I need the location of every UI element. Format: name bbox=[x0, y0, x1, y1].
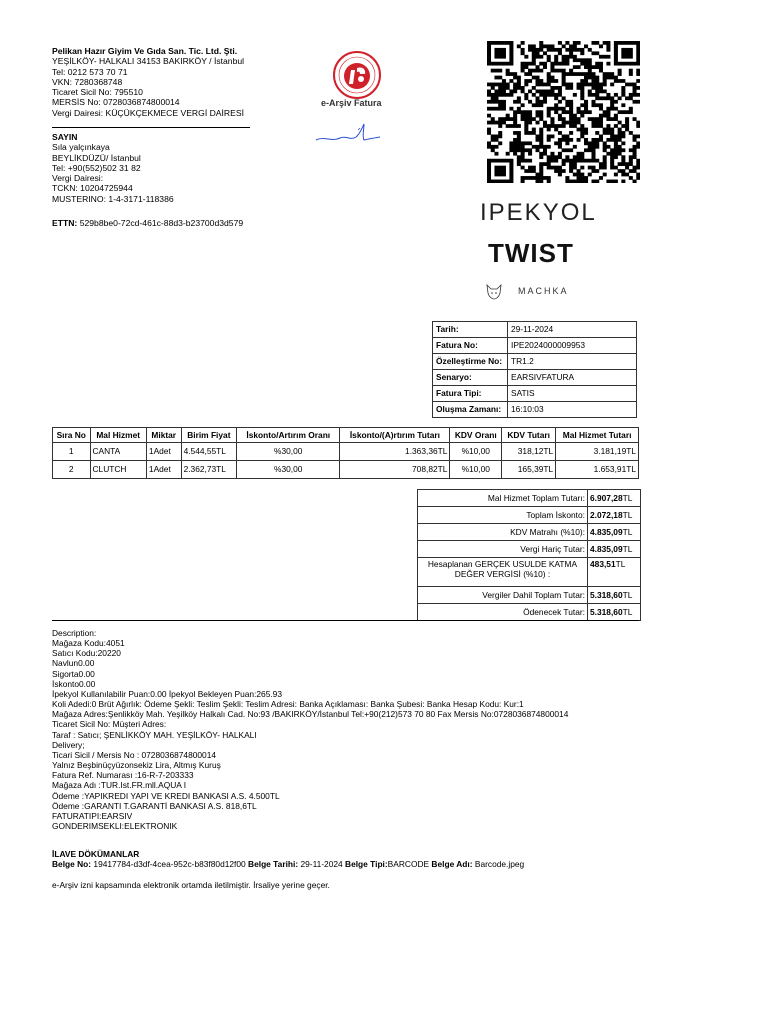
totals-table bbox=[417, 489, 641, 621]
table-cell: 1 bbox=[53, 443, 91, 461]
totals-key: Vergi Hariç Tutar: bbox=[418, 541, 588, 558]
belge-tipi: BARCODE bbox=[387, 859, 430, 870]
description-line: İpekyol Kullanılabilir Puan:0.00 İpekyol Bekleyen Puan:265.93 bbox=[52, 688, 283, 699]
description-line: Mağaza Adres:Şenlikköy Mah. Yeşilköy Halkalı Cad. No:93 /BAKIRKÖY/İstanbul Tel:+90(212)573 70 80 Fax Mersis No:0728036874800014 bbox=[52, 709, 569, 720]
table-cell: CANTA bbox=[90, 443, 146, 461]
buyer-name: Sıla yalçınkaya bbox=[52, 142, 110, 153]
description-line: İskonto0.00 bbox=[52, 678, 96, 689]
ettn bbox=[52, 218, 243, 228]
info-row bbox=[433, 322, 637, 338]
table-cell: %10,00 bbox=[450, 461, 502, 479]
description-line: Description: bbox=[52, 628, 97, 638]
totals-key: Toplam İskonto: bbox=[418, 507, 588, 524]
description-line: GONDERIMSEKLI:ELEKTRONIK bbox=[52, 820, 178, 831]
attachment-row bbox=[52, 859, 524, 869]
info-key: Senaryo: bbox=[433, 370, 508, 386]
info-value: 29-11-2024 bbox=[508, 322, 637, 338]
divider bbox=[52, 127, 250, 128]
column-header: Miktar bbox=[146, 428, 181, 443]
table-cell: 1.363,36TL bbox=[340, 443, 450, 461]
info-row bbox=[433, 386, 637, 402]
info-row bbox=[433, 338, 637, 354]
column-header: Mal Hizmet bbox=[90, 428, 146, 443]
totals-unit: TL bbox=[622, 526, 633, 537]
seller-block bbox=[52, 46, 252, 118]
totals-row bbox=[418, 604, 641, 621]
totals-row bbox=[418, 541, 641, 558]
description-line: Yalnız Beşbinüçyüzonsekiz Lira, Altmış Kuruş bbox=[52, 760, 221, 771]
buyer-city: BEYLİKDÜZÜ/ İstanbul bbox=[52, 152, 141, 163]
table-cell: %30,00 bbox=[237, 461, 340, 479]
totals-key: Mal Hizmet Toplam Tutarı: bbox=[418, 490, 588, 507]
totals-row bbox=[418, 587, 641, 604]
table-cell: 1.653,91TL bbox=[556, 461, 639, 479]
table-cell: %10,00 bbox=[450, 443, 502, 461]
buyer-heading: SAYIN bbox=[52, 132, 78, 142]
seller-tel: Tel: 0212 573 70 71 bbox=[52, 66, 128, 77]
seller-vkn: VKN: 7280368748 bbox=[52, 76, 123, 87]
info-key: Oluşma Zamanı: bbox=[433, 402, 508, 418]
buyer-vergi-dairesi: Vergi Dairesi: bbox=[52, 173, 104, 184]
totals-value bbox=[588, 524, 641, 541]
seller-address: YEŞİLKÖY- HALKALI 34153 BAKIRKÖY / İstanbul bbox=[52, 56, 245, 67]
gib-logo-icon bbox=[332, 50, 382, 100]
brand-machka-text: MACHKA bbox=[518, 286, 569, 296]
column-header: İskonto/(A)rtırım Tutarı bbox=[340, 428, 450, 443]
description-line: Koli Adedi:0 Brüt Ağırlık: Ödeme Şekli: Teslim Şekli: Teslim Adresi: Banka Açıklaması: Banka Şubesi: Banka Hesap Kodu: Kur:1 bbox=[52, 699, 524, 710]
seller-vergi-dairesi: Vergi Dairesi: KÜÇÜKÇEKMECE VERGİ DAİRESİ bbox=[52, 107, 244, 118]
belge-no: 19417784-d3df-4cea-952c-b83f80d12f00 bbox=[93, 859, 246, 870]
totals-key: Vergiler Dahil Toplam Tutar: bbox=[418, 587, 588, 604]
totals-unit: TL bbox=[622, 606, 633, 617]
table-cell: CLUTCH bbox=[90, 461, 146, 479]
totals-row bbox=[418, 558, 641, 587]
totals-amount: 6.907,28 bbox=[590, 492, 623, 503]
info-key: Tarih: bbox=[433, 322, 508, 338]
column-header: İskonto/Artırım Oranı bbox=[237, 428, 340, 443]
table-cell: 1Adet bbox=[146, 461, 181, 479]
info-key: Fatura Tipi: bbox=[433, 386, 508, 402]
cat-icon bbox=[484, 281, 504, 301]
table-cell: 708,82TL bbox=[340, 461, 450, 479]
info-value: EARSIVFATURA bbox=[508, 370, 637, 386]
totals-amount: 2.072,18 bbox=[590, 509, 623, 520]
totals-unit: TL bbox=[622, 589, 633, 600]
description-line: Ödeme :YAPIKREDI YAPI VE KREDI BANKASI A.S. 4.500TL bbox=[52, 790, 280, 801]
brand-ipekyol: IPEKYOL bbox=[480, 199, 597, 226]
description-line: Delivery; bbox=[52, 739, 85, 750]
description-line: Taraf : Satıcı; ŞENLİKKÖY MAH. YEŞİLKÖY- HALKALI bbox=[52, 729, 257, 740]
buyer-block bbox=[52, 132, 174, 204]
brand-twist: TWIST bbox=[488, 238, 574, 268]
info-row bbox=[433, 354, 637, 370]
description-line: Satıcı Kodu:20220 bbox=[52, 648, 121, 659]
buyer-tckn: TCKN: 10204725944 bbox=[52, 183, 133, 194]
info-value: IPE2024000009953 bbox=[508, 338, 637, 354]
totals-row bbox=[418, 524, 641, 541]
table-row bbox=[53, 461, 639, 479]
totals-amount: 5.318,60 bbox=[590, 589, 623, 600]
totals-unit: TL bbox=[622, 543, 633, 554]
totals-amount: 4.835,09 bbox=[590, 526, 623, 537]
buyer-musterino: MUSTERINO: 1-4-3171-118386 bbox=[52, 193, 174, 204]
belge-tipi-label: Belge Tipi: bbox=[345, 859, 388, 870]
belge-tarihi: 29-11-2024 bbox=[300, 859, 343, 870]
seller-mersis: MERSİS No: 0728036874800014 bbox=[52, 97, 180, 108]
brand-machka bbox=[484, 281, 594, 301]
description-line: Sigorta0.00 bbox=[52, 668, 95, 679]
info-row bbox=[433, 370, 637, 386]
signature-icon bbox=[314, 122, 384, 151]
info-row bbox=[433, 402, 637, 418]
info-value: 16:10:03 bbox=[508, 402, 637, 418]
info-value: SATIS bbox=[508, 386, 637, 402]
items-table bbox=[52, 427, 639, 479]
totals-unit: TL bbox=[615, 559, 626, 569]
column-header: Sıra No bbox=[53, 428, 91, 443]
totals-key: Hesaplanan GERÇEK USULDE KATMA DEĞER VERGİSİ (%10) : bbox=[418, 558, 588, 587]
description-line: Mağaza Adı :TUR.Ist.FR.mll.AQUA I bbox=[52, 780, 187, 791]
table-cell: 1Adet bbox=[146, 443, 181, 461]
table-cell: %30,00 bbox=[237, 443, 340, 461]
info-value: TR1.2 bbox=[508, 354, 637, 370]
totals-value bbox=[588, 587, 641, 604]
attachments-heading: İLAVE DÖKÜMANLAR bbox=[52, 849, 140, 859]
seller-ticaret-sicil: Ticaret Sicil No: 795510 bbox=[52, 87, 143, 98]
table-cell: 2 bbox=[53, 461, 91, 479]
table-cell: 318,12TL bbox=[502, 443, 556, 461]
totals-unit: TL bbox=[622, 492, 633, 503]
earsiv-label: e-Arşiv Fatura bbox=[321, 98, 382, 108]
column-header: KDV Oranı bbox=[450, 428, 502, 443]
totals-value bbox=[588, 541, 641, 558]
description-line: Ticaret Sicil No: Müşteri Adres: bbox=[52, 719, 167, 730]
belge-adi-label: Belge Adı: bbox=[431, 859, 473, 870]
description-line: Ticari Sicil / Mersis No : 0728036874800014 bbox=[52, 749, 217, 760]
invoice-info-table bbox=[432, 321, 637, 418]
divider bbox=[52, 620, 639, 621]
totals-amount: 5.318,60 bbox=[590, 606, 623, 617]
totals-value bbox=[588, 507, 641, 524]
totals-amount: 4.835,09 bbox=[590, 543, 623, 554]
table-cell: 165,39TL bbox=[502, 461, 556, 479]
totals-value bbox=[588, 558, 641, 587]
buyer-tel: Tel: +90(552)502 31 82 bbox=[52, 162, 141, 173]
ettn-value: 529b8be0-72cd-461c-88d3-b23700d3d579 bbox=[79, 218, 244, 228]
totals-amount: 483,51 bbox=[590, 559, 616, 569]
belge-tarihi-label: Belge Tarihi: bbox=[248, 859, 299, 870]
ettn-label: ETTN: bbox=[52, 218, 78, 228]
totals-key: KDV Matrahı (%10): bbox=[418, 524, 588, 541]
qr-code-icon bbox=[487, 41, 640, 183]
totals-row bbox=[418, 490, 641, 507]
description-line: FATURATIPI:EARSIV bbox=[52, 810, 133, 821]
info-key: Özelleştirme No: bbox=[433, 354, 508, 370]
column-header: Birim Fiyat bbox=[181, 428, 237, 443]
description-line: Ödeme :GARANTI T.GARANTİ BANKASI A.S. 818,6TL bbox=[52, 800, 257, 811]
footer-note: e-Arşiv izni kapsamında elektronik ortamda iletilmiştir. İrsaliye yerine geçer. bbox=[52, 880, 330, 890]
totals-value bbox=[588, 490, 641, 507]
column-header: Mal Hizmet Tutarı bbox=[556, 428, 639, 443]
description-line: Fatura Ref. Numarası :16-R-7-203333 bbox=[52, 770, 194, 781]
table-cell: 3.181,19TL bbox=[556, 443, 639, 461]
totals-value bbox=[588, 604, 641, 621]
info-key: Fatura No: bbox=[433, 338, 508, 354]
description-line: Mağaza Kodu:4051 bbox=[52, 638, 125, 649]
description-line: Navlun0.00 bbox=[52, 658, 95, 669]
description-block bbox=[52, 628, 568, 831]
column-header: KDV Tutarı bbox=[502, 428, 556, 443]
belge-adi: Barcode.jpeg bbox=[474, 859, 525, 870]
table-row bbox=[53, 443, 639, 461]
seller-name: Pelikan Hazır Giyim Ve Gıda San. Tic. Ltd. Şti. bbox=[52, 46, 238, 56]
table-cell: 4.544,55TL bbox=[181, 443, 237, 461]
attachments-block bbox=[52, 849, 524, 870]
totals-row bbox=[418, 507, 641, 524]
belge-no-label: Belge No: bbox=[52, 859, 92, 870]
table-cell: 2.362,73TL bbox=[181, 461, 237, 479]
totals-unit: TL bbox=[622, 509, 633, 520]
totals-key: Ödenecek Tutar: bbox=[418, 604, 588, 621]
